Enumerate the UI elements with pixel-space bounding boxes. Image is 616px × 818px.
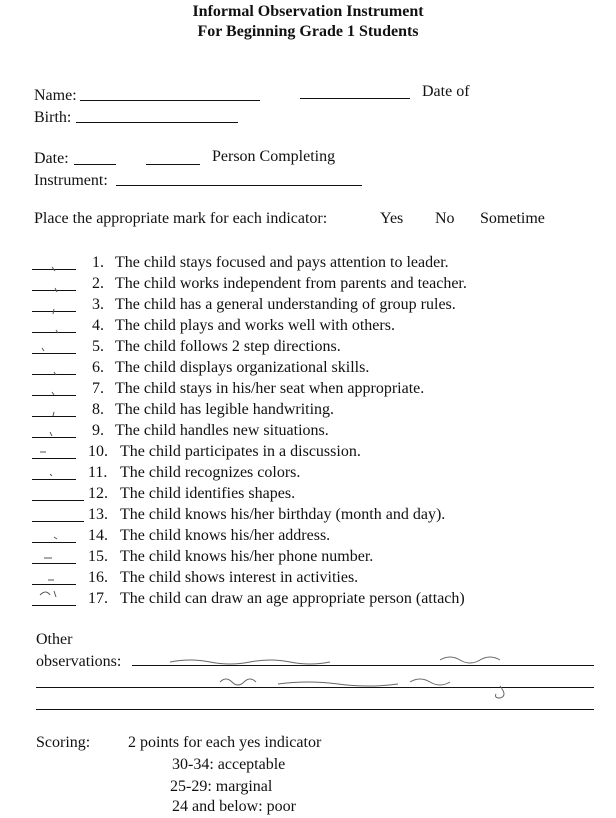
indicator-number: 7. <box>92 380 104 397</box>
scoring-range-poor: 24 and below: poor <box>172 798 296 815</box>
other-label: Other <box>36 631 73 648</box>
indicator-text: The child follows 2 step directions. <box>115 338 341 355</box>
date-field-line-2[interactable] <box>146 164 200 165</box>
indicator-text: The child identifies shapes. <box>120 485 296 502</box>
date-label: Date: <box>34 150 69 167</box>
scoring-range-acceptable: 30-34: acceptable <box>172 756 286 773</box>
indicator-number: 17. <box>88 590 108 607</box>
legend-no: No <box>435 210 455 227</box>
pencil-marks-icon <box>30 255 80 615</box>
indicator-text: The child handles new situations. <box>115 422 329 439</box>
birth-field-line[interactable] <box>76 122 238 123</box>
indicator-text: The child displays organizational skills. <box>115 359 370 376</box>
instrument-label: Instrument: <box>34 172 108 189</box>
indicator-number: 15. <box>88 548 108 565</box>
indicator-number: 16. <box>88 569 108 586</box>
indicator-number: 13. <box>88 506 108 523</box>
indicator-text: The child recognizes colors. <box>120 464 301 481</box>
person-completing-label: Person Completing <box>212 148 336 165</box>
indicator-text: The child plays and works well with others. <box>115 317 395 334</box>
form-subtitle: For Beginning Grade 1 Students <box>197 23 419 40</box>
indicator-number: 2. <box>92 275 104 292</box>
birth-label: Birth: <box>34 109 72 126</box>
indicator-text: The child can draw an age appropriate person (attach) <box>120 590 465 607</box>
scoring-rule: 2 points for each yes indicator <box>128 734 322 751</box>
date-field-line-1[interactable] <box>74 164 116 165</box>
indicator-text: The child stays in his/her seat when appropriate. <box>115 380 425 397</box>
scoring-range-marginal: 25-29: marginal <box>170 778 273 795</box>
indicator-number: 11. <box>88 464 108 481</box>
indicator-number: 14. <box>88 527 108 544</box>
indicator-text: The child stays focused and pays attention to leader. <box>115 254 449 271</box>
handwriting-scribble-icon <box>160 652 580 702</box>
date-of-label: Date of <box>422 83 470 100</box>
indicator-number: 9. <box>92 422 104 439</box>
indicator-number: 1. <box>92 254 104 271</box>
indicator-number: 6. <box>92 359 104 376</box>
instrument-field-line[interactable] <box>116 185 362 186</box>
indicator-text: The child shows interest in activities. <box>120 569 359 586</box>
observations-label: observations: <box>36 653 122 670</box>
scoring-label: Scoring: <box>36 734 91 751</box>
legend-sometime: Sometime <box>480 210 545 227</box>
indicator-text: The child has a general understanding of group rules. <box>115 296 456 313</box>
indicator-text: The child participates in a discussion. <box>120 443 361 460</box>
observations-line-3[interactable] <box>36 709 594 710</box>
legend-yes: Yes <box>380 210 404 227</box>
name-label: Name: <box>34 87 77 104</box>
indicator-number: 3. <box>92 296 104 313</box>
indicator-number: 4. <box>92 317 104 334</box>
indicator-text: The child knows his/her address. <box>120 527 331 544</box>
indicator-number: 8. <box>92 401 104 418</box>
form-title: Informal Observation Instrument <box>192 3 424 20</box>
indicator-text: The child knows his/her birthday (month and day). <box>120 506 446 523</box>
indicator-number: 12. <box>88 485 108 502</box>
name-field-line[interactable] <box>80 100 260 101</box>
date-of-birth-field-line[interactable] <box>300 98 410 99</box>
indicator-text: The child has legible handwriting. <box>115 401 335 418</box>
indicator-number: 5. <box>92 338 104 355</box>
indicator-text: The child knows his/her phone number. <box>120 548 374 565</box>
instructions-text: Place the appropriate mark for each indicator: <box>34 210 328 227</box>
indicator-text: The child works independent from parents and teacher. <box>115 275 467 292</box>
indicator-number: 10. <box>88 443 108 460</box>
